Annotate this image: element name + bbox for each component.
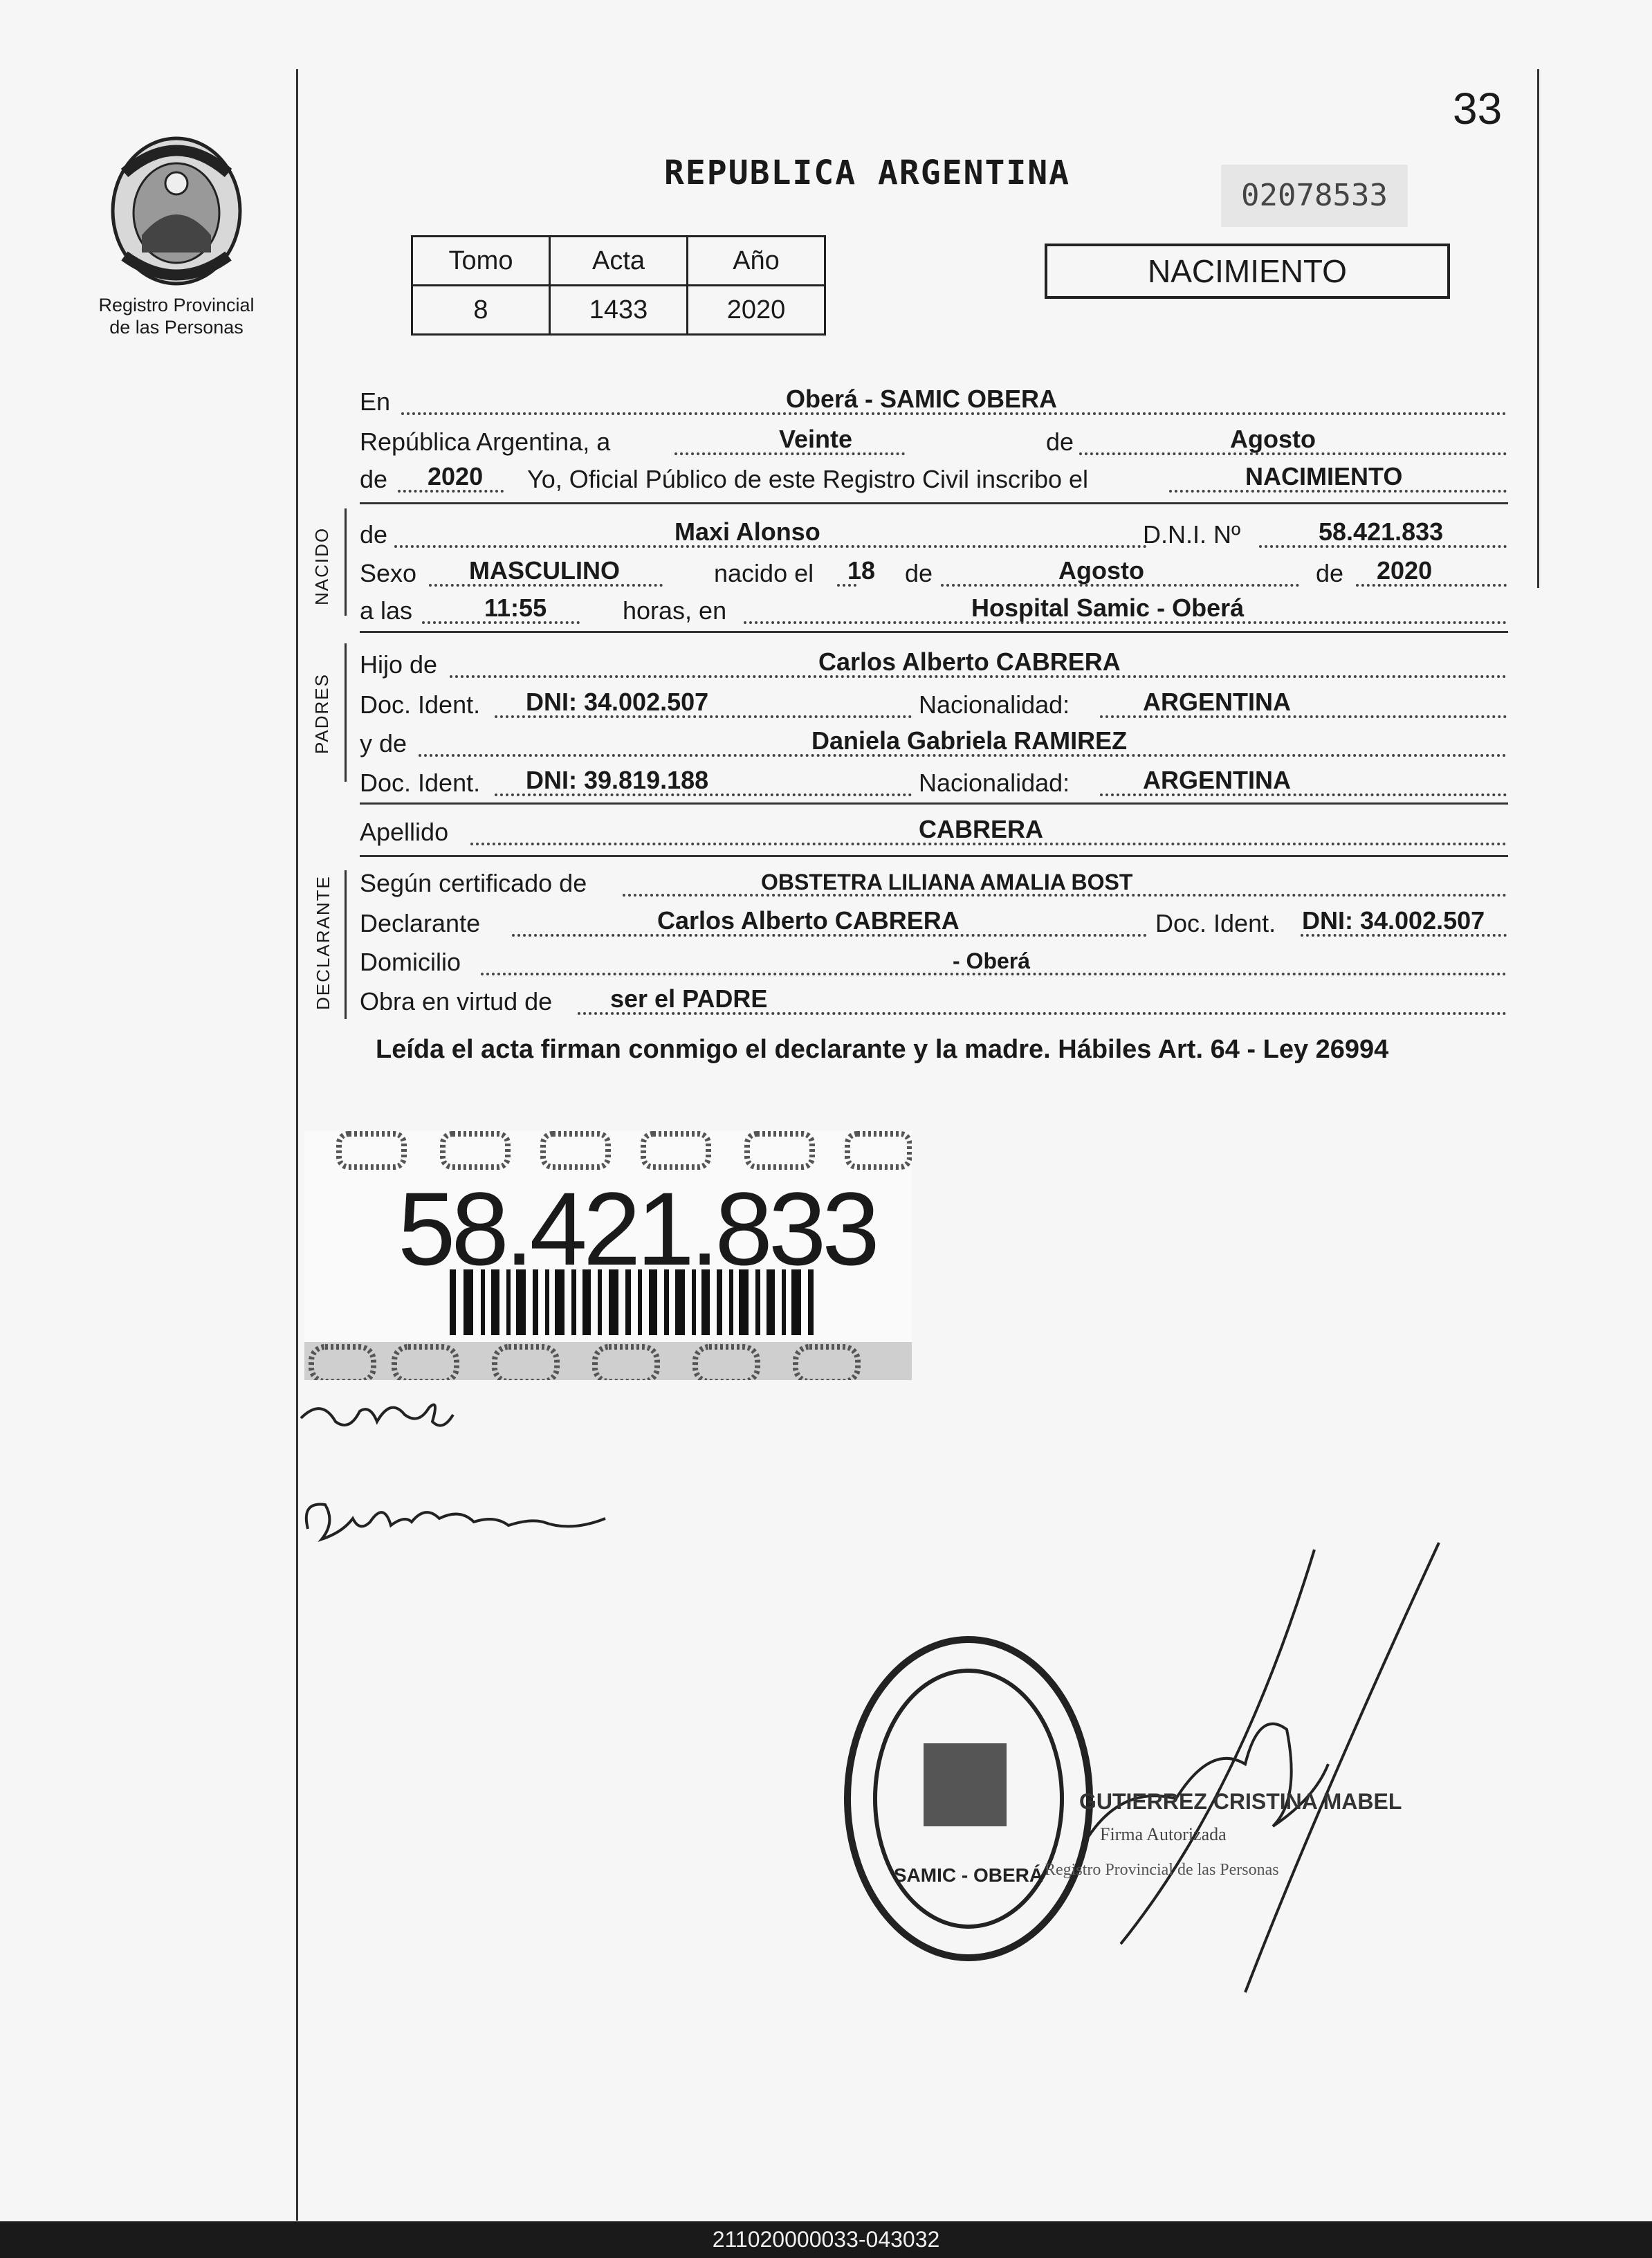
official-role: Firma Autorizada (1100, 1824, 1227, 1844)
official-org: Registro Provincial de las Personas (1045, 1861, 1279, 1879)
row-domicilio (360, 948, 1507, 978)
section-divider (360, 802, 1508, 805)
day-value: Veinte (779, 425, 853, 453)
document-footer-code: 211020000033-043032 (0, 2221, 1652, 2258)
child-name: Maxi Alonso (674, 517, 820, 546)
record-table-value-row (412, 286, 825, 335)
month-value: Agosto (1230, 425, 1316, 453)
row-en (360, 387, 1507, 418)
certificado-value: OBSTETRA LILIANA AMALIA BOST (761, 870, 1133, 894)
declarante-label: Declarante (360, 909, 481, 937)
republica-label: República Argentina, a (360, 428, 611, 456)
place-value: Oberá - SAMIC OBERA (786, 385, 1058, 413)
record-table-cell: 1433 (550, 286, 688, 335)
nacido-section-label: NACIDO (311, 526, 332, 605)
nacionalidad-label: Nacionalidad: (919, 690, 1070, 719)
row-hora (360, 596, 1507, 627)
obra-label: Obra en virtud de (360, 987, 553, 1016)
section-bar (345, 643, 347, 782)
province-crest-logo (104, 131, 249, 291)
mother-name: Daniela Gabriela RAMIREZ (811, 726, 1128, 755)
record-table-header: Año (688, 237, 825, 286)
record-table (411, 235, 826, 336)
year-value: 2020 (428, 462, 484, 490)
obra-value: ser el PADRE (610, 984, 768, 1013)
birth-month: Agosto (1058, 556, 1144, 585)
row-hijo-de (360, 650, 1507, 681)
sexo-label: Sexo (360, 559, 417, 587)
dni-label: D.N.I. Nº (1143, 520, 1241, 549)
section-bar (345, 508, 347, 616)
de-label: de (1316, 559, 1344, 587)
seal-inner-text: SAMIC - OBERÁ (893, 1864, 1044, 1886)
record-table-header: Acta (550, 237, 688, 286)
child-dni: 58.421.833 (1319, 517, 1444, 546)
crest-caption-line-2: de las Personas (109, 317, 244, 338)
record-table-cell: 2020 (688, 286, 825, 335)
father-nationality: ARGENTINA (1143, 688, 1291, 716)
doc-ident-label: Doc. Ident. (360, 769, 481, 797)
page-number: 33 (1453, 84, 1503, 134)
right-margin-line (1537, 69, 1539, 588)
official-seal-and-signature (761, 1536, 1453, 2020)
section-divider (360, 855, 1508, 857)
doc-ident-label: Doc. Ident. (1155, 909, 1276, 937)
declarante-value: Carlos Alberto CABRERA (657, 906, 960, 935)
sexo-value: MASCULINO (469, 556, 620, 585)
section-divider (360, 631, 1508, 633)
nacido-de-label: de (360, 520, 388, 549)
en-label: En (360, 387, 391, 416)
row-mother-doc (360, 766, 1507, 799)
closing-note: Leída el acta firman conmigo el declarante y la madre. Hábiles Art. 64 - Ley 26994 (376, 1035, 1389, 1064)
row-apellido (360, 815, 1507, 848)
y-de-label: y de (360, 729, 407, 758)
crest-caption-line-1: Registro Provincial (98, 295, 255, 315)
crest-caption (76, 294, 277, 338)
apellido-label: Apellido (360, 818, 449, 846)
birth-day: 18 (847, 556, 876, 585)
record-type-box: NACIMIENTO (1045, 244, 1450, 299)
row-republica (360, 425, 1507, 458)
year-de-label: de (360, 465, 388, 493)
official-name: GUTIERREZ CRISTINA MABEL (1079, 1789, 1402, 1814)
row-nacido-name (360, 517, 1507, 551)
certificado-label: Según certificado de (360, 869, 587, 897)
horas-label: horas, en (623, 596, 727, 625)
mother-nationality: ARGENTINA (1143, 766, 1291, 794)
section-bar (345, 870, 347, 1019)
inscribo-value: NACIMIENTO (1245, 462, 1403, 490)
birth-place: Hospital Samic - Oberá (971, 594, 1245, 622)
father-doc: DNI: 34.002.507 (526, 688, 709, 716)
row-obra (360, 984, 1507, 1018)
left-margin-line (296, 69, 298, 2221)
row-year (360, 462, 1507, 495)
apellido-value: CABRERA (919, 815, 1043, 843)
de-label: de (905, 559, 933, 587)
row-father-doc (360, 690, 1507, 721)
domicilio-value: - Oberá (953, 948, 1031, 973)
mother-doc: DNI: 39.819.188 (526, 766, 709, 794)
declarante-doc: DNI: 34.002.507 (1302, 906, 1485, 935)
row-declarante (360, 906, 1507, 939)
domicilio-label: Domicilio (360, 948, 461, 976)
nacido-el-label: nacido el (714, 559, 814, 587)
record-table-header: Tomo (412, 237, 550, 286)
handwritten-signatures (294, 1384, 640, 1563)
document-title: REPUBLICA ARGENTINA (664, 154, 1071, 192)
record-table-cell: 8 (412, 286, 550, 335)
row-certificado (360, 869, 1507, 899)
row-y-de (360, 726, 1507, 760)
nacionalidad-label: Nacionalidad: (919, 769, 1070, 797)
declarante-section-label: DECLARANTE (313, 875, 333, 1010)
doc-ident-label: Doc. Ident. (360, 690, 481, 719)
yo-text: Yo, Oficial Público de este Registro Civil inscribo el (527, 465, 1089, 493)
section-divider (360, 502, 1508, 504)
padres-section-label: PADRES (311, 673, 332, 754)
sticker-dni-number: 58.421.833 (398, 1171, 876, 1287)
de-label: de (1046, 428, 1074, 456)
serial-number: 02078533 (1221, 165, 1408, 227)
a-las-label: a las (360, 596, 413, 625)
birth-time: 11:55 (484, 594, 547, 622)
row-sexo (360, 556, 1507, 589)
hijo-de-label: Hijo de (360, 650, 438, 679)
record-table-header-row (412, 237, 825, 286)
father-name: Carlos Alberto CABRERA (818, 648, 1121, 676)
birth-year: 2020 (1377, 556, 1433, 585)
